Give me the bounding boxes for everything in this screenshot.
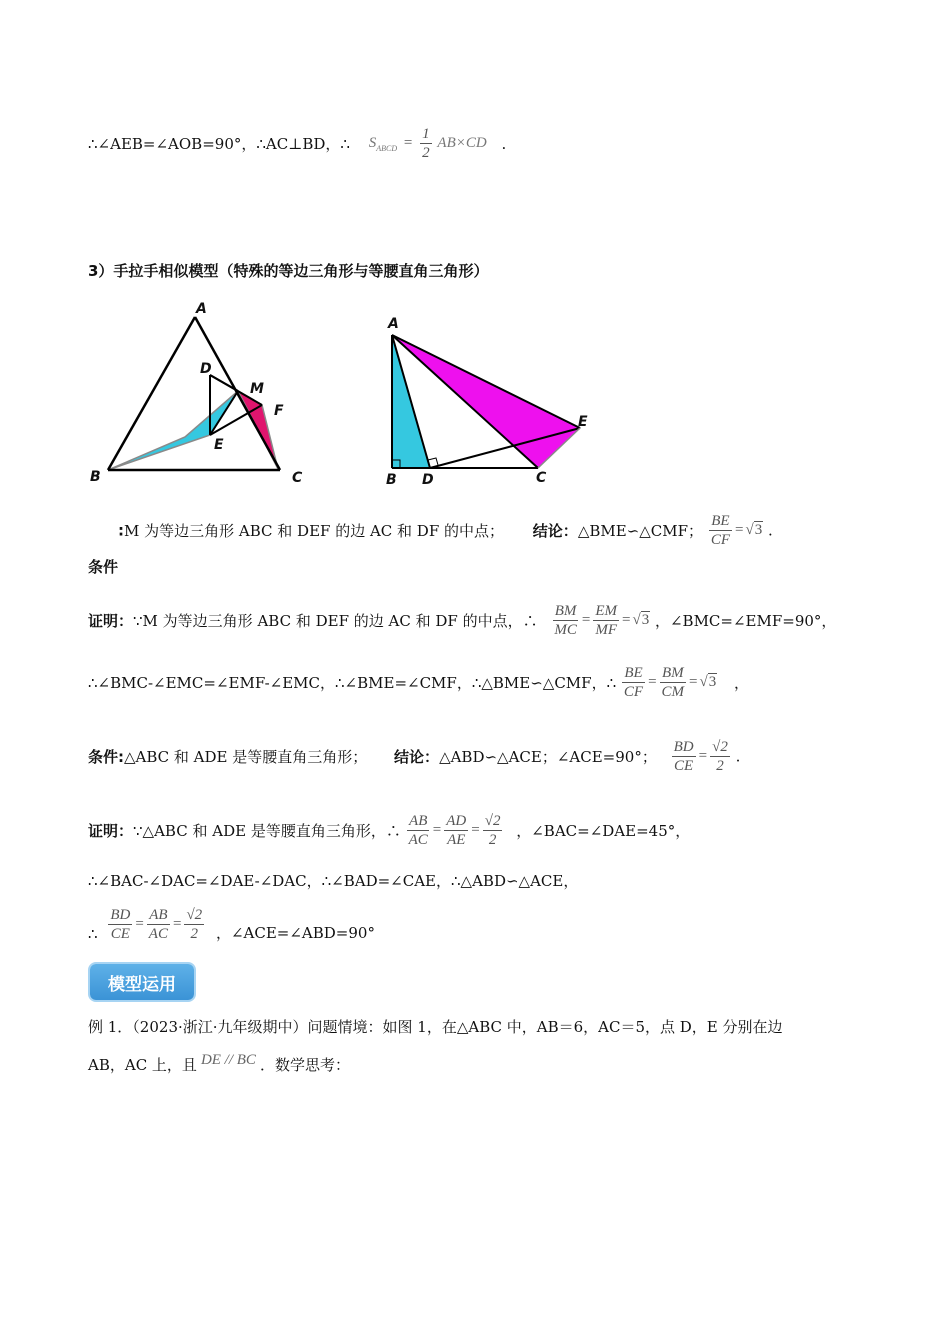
label-F: F [274,403,284,419]
ratio-BE-CF: $\frac{BE}{CF}$ [710,513,730,548]
label-C: C [536,470,547,486]
label-A: A [388,316,399,332]
label-E: E [214,437,224,453]
conclusion-label: 结论： [532,522,578,540]
label-C: C [292,470,303,486]
example-1-line-1: 例 1．（2023·浙江·九年级期中）问题情境：如图 1，在△ABC 中，AB＝6，AC＝5，点 D，E 分别在边 [88,1018,783,1036]
condition-label: 条件 [88,558,119,576]
half-fraction: $\frac{1}{2}$ [422,126,430,161]
label-D: D [422,472,434,488]
label-D: D [200,361,212,377]
label-E: E [578,414,588,430]
proof-2-line-1: 证明：∵△ABC 和 ADE 是等腰直角三角形，∴ $\frac{AB}{AC}$ = $\frac{AD}{AE}$ = $\frac{√2}{2}$ ，∠BAC=∠DAE=45°， [88,813,691,848]
label-B: B [386,472,397,488]
condition-1-text: M 为等边三角形 ABC 和 DEF 的边 AC 和 DF 的中点； [124,522,505,540]
parallel-condition: DE // BC [200,1052,256,1068]
conclusion-text: ∴∠AEB=∠AOB=90°，∴AC⊥BD，∴ [88,135,350,153]
proof-1-line-1: 证明：∵M 为等边三角形 ABC 和 DEF 的边 AC 和 DF 的中点，∴ $\frac{BM}{MC}$ = $\frac{EM}{MF}$ = √3 ，∠BMC=∠EMF=90°， [88,603,837,638]
proof-2-line-2: ∴∠BAC-∠DAC=∠DAE-∠DAC，∴∠BAD=∠CAE，∴△ABD∽△ACE， [88,872,579,890]
section-title: 3）手拉手相似模型（特殊的等边三角形与等腰直角三角形） [88,262,489,280]
proof-1-line-2: ∴∠BMC-∠EMC=∠EMF-∠EMC，∴∠BME=∠CMF，∴△BME∽△CMF，∴ $\frac{BE}{CF}$ = $\frac{BM}{CM}$ = √3 ， [88,665,750,700]
condition-1: :M 为等边三角形 ABC 和 DEF 的边 AC 和 DF 的中点； 结论：△BME∽△CMF； $\frac{BE}{CF}$ = √3 . [118,513,773,548]
model-application-badge: 模型运用 [90,964,194,1000]
figure-isosceles-right [380,310,610,490]
label-B: B [90,469,101,485]
conclusion-text: △BME∽△CMF； [577,522,704,540]
area-rhs: AB×CD [437,135,487,151]
proof-2-line-3: ∴ $\frac{BD}{CE}$ = $\frac{AB}{AC}$ = $\frac{√2}{2}$ ，∠ACE=∠ABD=90° [88,907,375,943]
condition-2: 条件:△ABC 和 ADE 是等腰直角三角形； 结论：△ABD∽△ACE；∠ACE=90°； $\frac{BD}{CE}$ = $\frac{√2}{2}$ . [88,739,741,774]
example-1-line-2: AB，AC 上，且 DE // BC ．数学思考： [88,1052,350,1074]
area-subscript: ABCD [376,143,398,153]
label-M: M [250,381,264,397]
figure-equilateral [80,295,320,495]
area-formula-line: ∴∠AEB=∠AOB=90°，∴AC⊥BD，∴ $S_{ABCD}$ = $\frac{1}{2}$ AB×CD . [88,126,507,161]
label-A: A [196,301,207,317]
